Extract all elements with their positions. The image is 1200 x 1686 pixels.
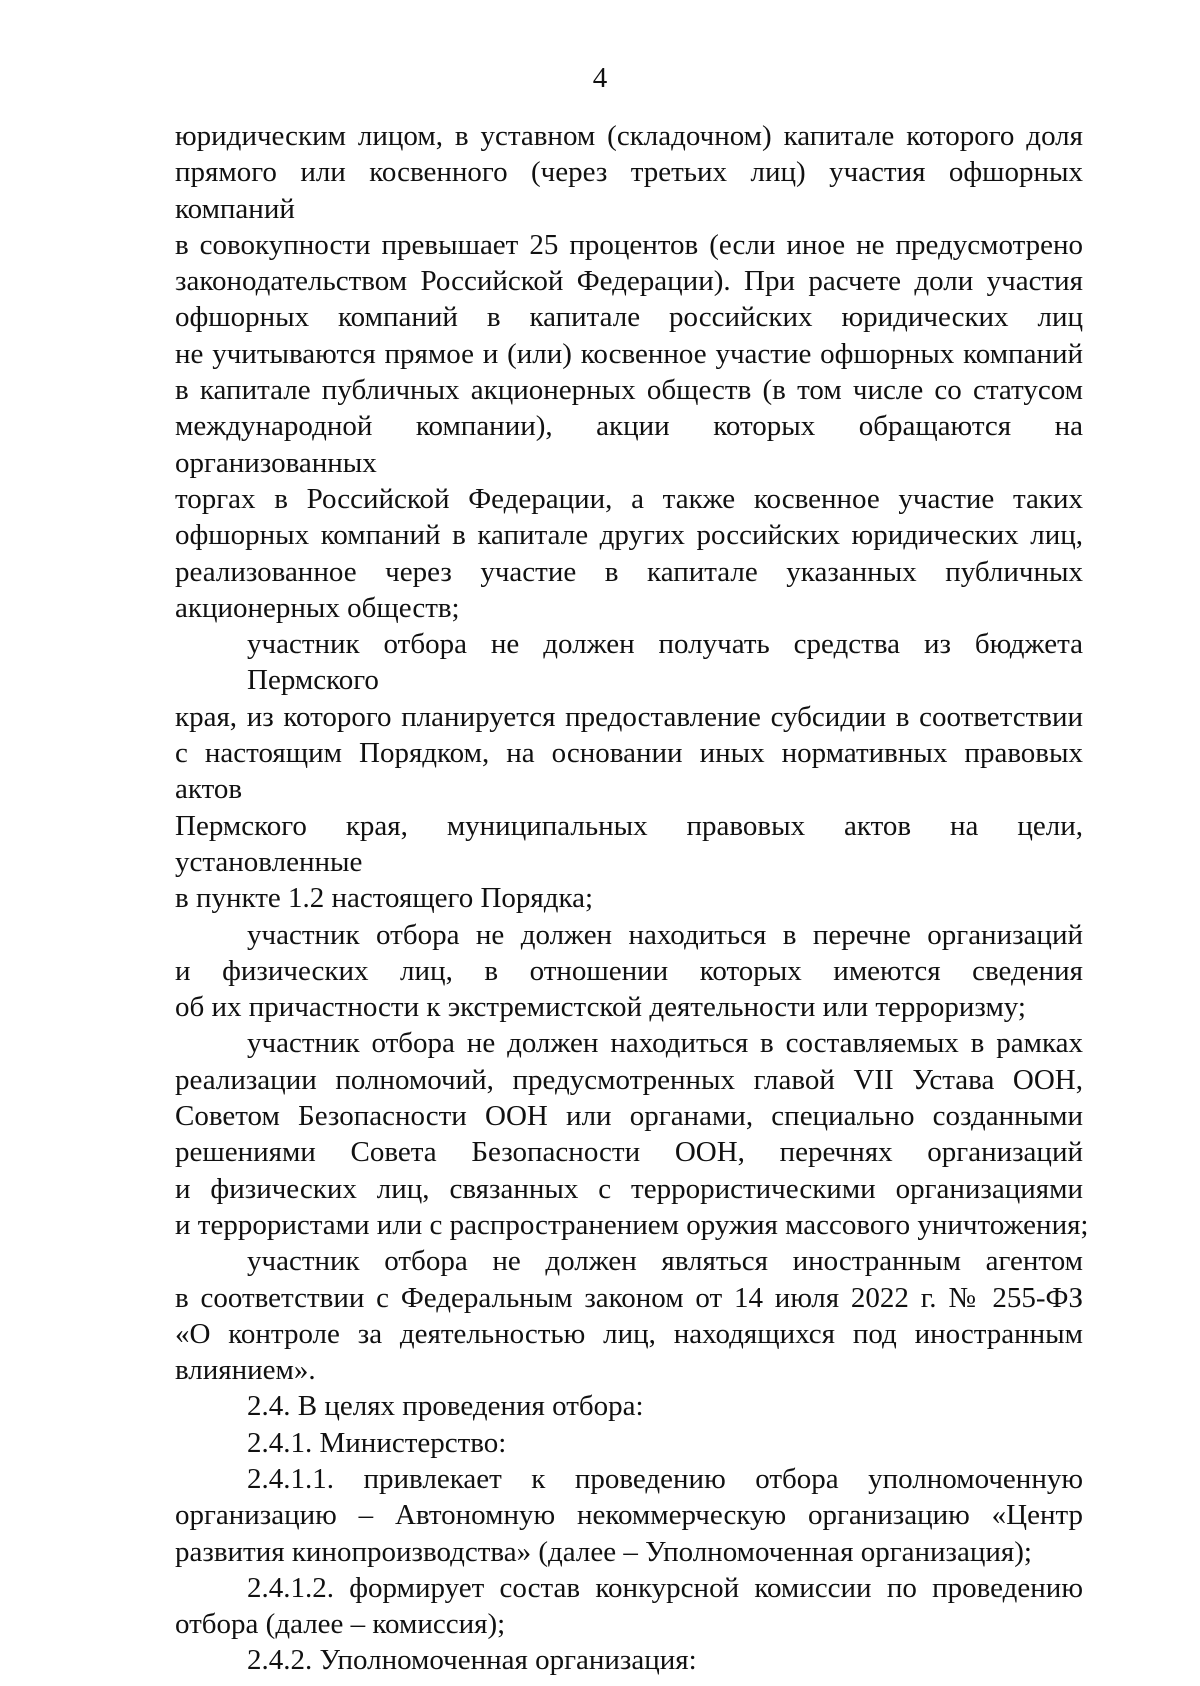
text-line: не учитываются прямое и (или) косвенное участие офшорных компаний bbox=[175, 337, 1083, 370]
text-line: развития кинопроизводства» (далее – Уполномоченная организация); bbox=[175, 1535, 1032, 1568]
text-line: торгах в Российской Федерации, а также косвенное участие таких bbox=[175, 482, 1083, 515]
text-line: 2.4. В целях проведения отбора: bbox=[247, 1390, 644, 1423]
text-line: 2.4.1.1. привлекает к проведению отбора уполномоченную bbox=[247, 1462, 1083, 1495]
text-line: реализованное через участие в капитале указанных публичных bbox=[175, 555, 1083, 588]
section-2-4 bbox=[175, 1388, 1083, 1424]
text-line: края, из которого планируется предоставление субсидии в соответствии bbox=[175, 700, 1083, 733]
section-2-4-2 bbox=[175, 1642, 1083, 1678]
paragraph-un-security-council bbox=[175, 1025, 1089, 1243]
text-line: Пермского края, муниципальных правовых актов на цели, установленные bbox=[175, 809, 1083, 878]
text-line: в совокупности превышает 25 процентов (если иное не предусмотрено bbox=[175, 228, 1083, 261]
paragraph-budget-funds bbox=[175, 626, 1083, 916]
text-line: организацию – Автономную некоммерческую организацию «Центр bbox=[175, 1499, 1083, 1532]
text-line: и физических лиц, в отношении которых имеются сведения bbox=[175, 954, 1083, 987]
text-line: в соответствии с Федеральным законом от 14 июля 2022 г. № 255-ФЗ bbox=[175, 1281, 1083, 1314]
text-line: Советом Безопасности ООН или органами, специально созданными bbox=[175, 1100, 1083, 1133]
text-line: юридическим лицом, в уставном (складочном) капитале которого доля bbox=[175, 120, 1083, 152]
text-line: решениями Совета Безопасности ООН, перечнях организаций bbox=[175, 1136, 1083, 1169]
paragraph-foreign-agent bbox=[175, 1243, 1083, 1388]
text-line: участник отбора не должен находиться в перечне организаций bbox=[247, 918, 1083, 951]
text-line: 2.4.1. Министерство: bbox=[247, 1426, 507, 1459]
text-line: акционерных обществ; bbox=[175, 591, 460, 624]
text-line: об их причастности к экстремистской деятельности или терроризму; bbox=[175, 991, 1026, 1024]
text-line: отбора (далее – комиссия); bbox=[175, 1608, 506, 1641]
paragraph-extremism-list bbox=[175, 917, 1083, 1026]
paragraph-offshore-companies bbox=[175, 118, 1083, 626]
section-2-4-1-1 bbox=[175, 1461, 1083, 1570]
text-line: в пункте 1.2 настоящего Порядка; bbox=[175, 882, 594, 915]
text-line: с настоящим Порядком, на основании иных нормативных правовых актов bbox=[175, 737, 1083, 806]
text-line: офшорных компаний в капитале российских юридических лиц bbox=[175, 301, 1083, 334]
section-2-4-1-2 bbox=[175, 1570, 1083, 1643]
text-line: 2.4.1.2. формирует состав конкурсной комиссии по проведению bbox=[247, 1571, 1083, 1604]
text-line: 2.4.2. Уполномоченная организация: bbox=[247, 1644, 697, 1677]
text-line: и физических лиц, связанных с террористическими организациями bbox=[175, 1172, 1083, 1205]
page-number: 4 bbox=[592, 62, 608, 94]
text-line: законодательством Российской Федерации). При расчете доли участия bbox=[175, 265, 1083, 298]
document-body bbox=[175, 118, 1089, 1679]
text-line: влиянием». bbox=[175, 1354, 316, 1387]
text-line: реализации полномочий, предусмотренных главой VII Устава ООН, bbox=[175, 1063, 1083, 1096]
text-line: офшорных компаний в капитале других российских юридических лиц, bbox=[175, 519, 1083, 552]
text-line: в капитале публичных акционерных обществ (в том числе со статусом bbox=[175, 374, 1083, 407]
text-line: и террористами или с распространением оружия массового уничтожения; bbox=[175, 1208, 1089, 1241]
text-line: участник отбора не должен получать средства из бюджета Пермского bbox=[247, 628, 1083, 697]
section-2-4-1 bbox=[175, 1425, 1083, 1461]
text-line: прямого или косвенного (через третьих лиц) участия офшорных компаний bbox=[175, 156, 1083, 225]
text-line: участник отбора не должен являться иностранным агентом bbox=[247, 1245, 1083, 1278]
text-line: международной компании), акции которых обращаются на организованных bbox=[175, 410, 1083, 479]
text-line: «О контроле за деятельностью лиц, находящихся под иностранным bbox=[175, 1317, 1083, 1350]
text-line: участник отбора не должен находиться в составляемых в рамках bbox=[247, 1027, 1083, 1060]
